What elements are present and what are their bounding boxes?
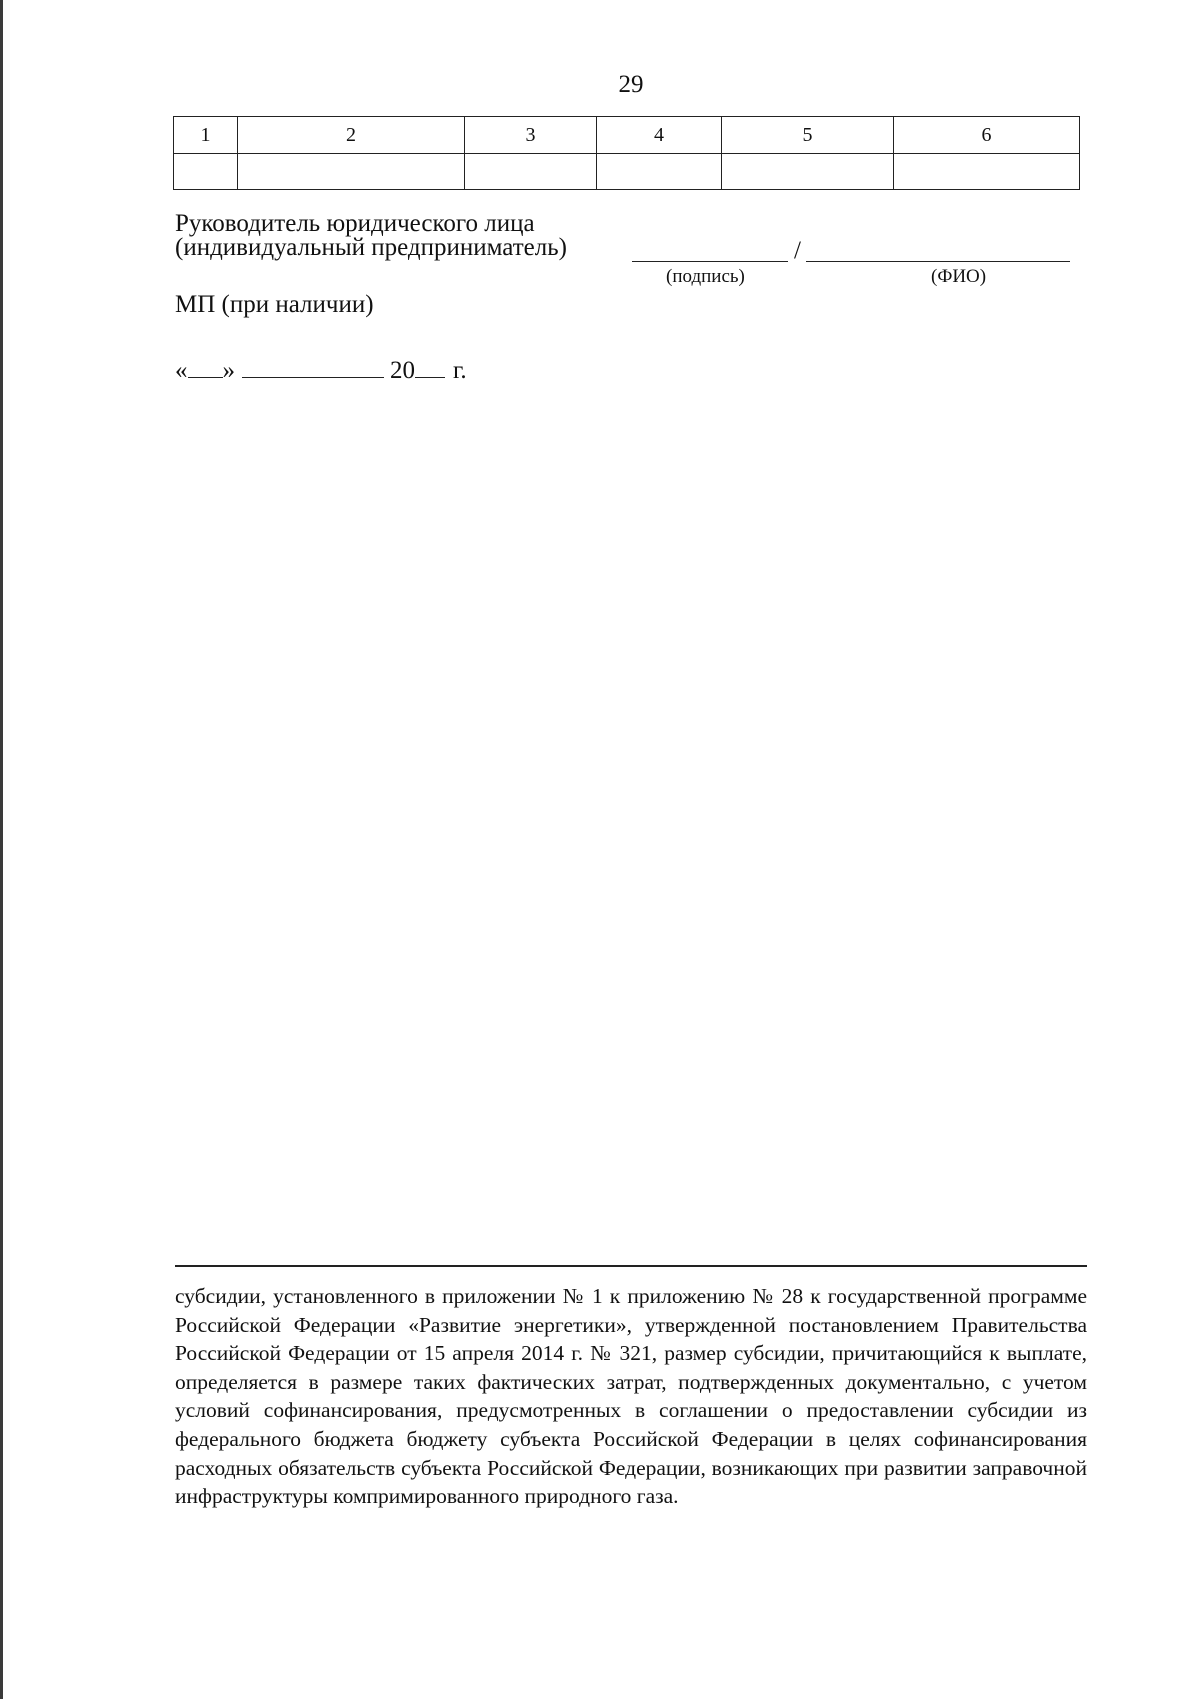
date-line (175, 357, 467, 383)
seal-note: МП (при наличии) (175, 291, 374, 318)
table-row (174, 154, 1080, 190)
table-cell (174, 154, 238, 190)
year-suffix: г. (453, 357, 467, 384)
table-cell (597, 154, 722, 190)
signatory-title (175, 212, 567, 260)
scan-edge (0, 0, 3, 1699)
column-number: 3 (465, 117, 597, 154)
signatory-title-line: (индивидуальный предприниматель) (175, 234, 567, 261)
column-number: 4 (597, 117, 722, 154)
signature-separator: / (794, 237, 801, 264)
full-name-caption: (ФИО) (931, 266, 987, 287)
table-cell (238, 154, 465, 190)
date-open-quote: « (175, 357, 188, 384)
day-blank (188, 357, 223, 378)
column-number: 2 (238, 117, 465, 154)
date-close-quote: » (222, 357, 235, 384)
table-cell (894, 154, 1080, 190)
year-prefix: 20 (390, 357, 415, 384)
footnote (175, 1282, 1087, 1511)
signature-caption: (подпись) (666, 266, 745, 287)
column-number: 1 (174, 117, 238, 154)
page-number: 29 (618, 71, 644, 98)
column-number: 6 (894, 117, 1080, 154)
signatory-title-line: Руководитель юридического лица (175, 210, 535, 237)
month-blank (242, 357, 384, 378)
form-table (173, 116, 1080, 190)
year-blank (415, 357, 445, 378)
footnote-separator (175, 1265, 1087, 1267)
footnote-text: субсидии, установленного в приложении № 1 к приложению № 28 к государственной программе Российской Федерации «Развитие энергетики», утвержденной постановлением Правительства Российской Федерации от 15 апреля 2014 г. № 321, размер субсидии, причитающийся к выплате, определяется в размере таких фактических затрат, подтвержденных документально, с учетом условий софинансирования, предусмотренных в соглашении о предоставлении субсидии из федерального бюджета бюджету субъекта Российской Федерации в целях софинансирования расходных обязательств субъекта Российской Федерации, возникающих при развитии заправочной инфраструктуры компримированного природного газа. (175, 1284, 1087, 1509)
table-cell (722, 154, 894, 190)
column-number: 5 (722, 117, 894, 154)
table-header-row (174, 117, 1080, 154)
full-name-blank (806, 261, 1070, 262)
table-cell (465, 154, 597, 190)
signature-blank (632, 261, 788, 262)
